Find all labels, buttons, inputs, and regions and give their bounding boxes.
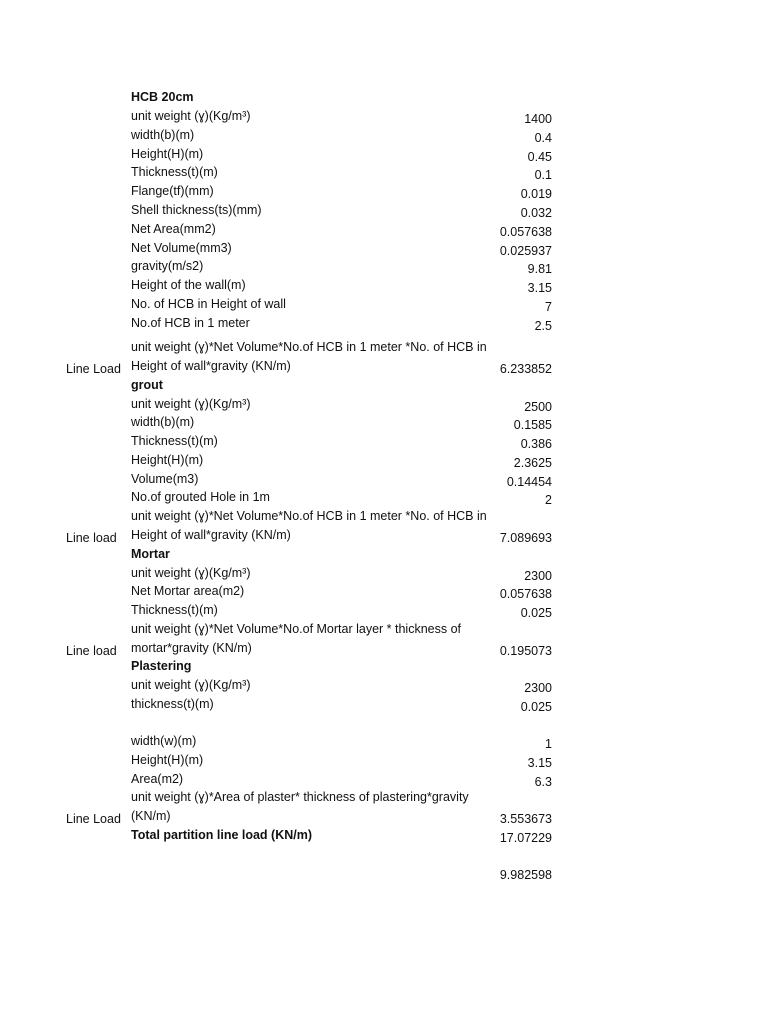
cell-value: 0.057638 — [499, 587, 552, 601]
cell-value: 0.14454 — [506, 475, 552, 489]
cell-value: 6.233852 — [499, 362, 552, 376]
cell-value: 0.025937 — [499, 244, 552, 258]
cell-description: No.of HCB in 1 meter — [131, 316, 250, 330]
cell-description: Thickness(t)(m) — [131, 603, 218, 617]
sheet-row — [0, 509, 768, 547]
cell-description: Total partition line load (KN/m) — [131, 828, 313, 842]
cell-description: unit weight (ɣ)(Kg/m³) — [131, 397, 251, 411]
cell-description: unit weight (ɣ)(Kg/m³) — [131, 109, 251, 123]
cell-value: 0.1585 — [513, 418, 552, 432]
cell-value: 3.15 — [527, 281, 552, 295]
cell-description: unit weight (ɣ)(Kg/m³) — [131, 566, 251, 580]
cell-description: unit weight (ɣ)*Net Volume*No.of Mortar layer * thickness of mortar*gravity (KN/m) — [131, 622, 462, 655]
cell-description: unit weight (ɣ)*Net Volume*No.of HCB in 1 meter *No. of HCB in Height of wall*gravity (KN/m) — [131, 340, 487, 373]
cell-description: width(b)(m) — [131, 128, 195, 142]
cell-value: 7.089693 — [499, 531, 552, 545]
cell-value: 1 — [545, 737, 552, 751]
cell-value: 2 — [545, 493, 552, 507]
cell-description: Height(H)(m) — [131, 147, 204, 161]
cell-value: 0.195073 — [499, 644, 552, 658]
cell-value: 17.07229 — [499, 831, 552, 845]
cell-value: 0.025 — [520, 606, 552, 620]
cell-value: 2300 — [524, 681, 552, 695]
cell-value: 2.5 — [534, 319, 552, 333]
cell-value: 0.032 — [520, 206, 552, 220]
cell-description: Mortar — [131, 547, 170, 561]
cell-description: width(b)(m) — [131, 415, 195, 429]
cell-value: 1400 — [524, 112, 552, 126]
cell-description: unit weight (ɣ)(Kg/m³) — [131, 678, 251, 692]
cell-value: 6.3 — [534, 775, 552, 789]
cell-description: No.of grouted Hole in 1m — [131, 490, 270, 504]
sheet-row — [0, 340, 768, 378]
cell-description: Thickness(t)(m) — [131, 165, 218, 179]
cell-description: Height of the wall(m) — [131, 278, 246, 292]
cell-value: 2500 — [524, 400, 552, 414]
sheet-row — [0, 828, 768, 847]
cell-value: 0.1 — [534, 168, 552, 182]
cell-value: 0.019 — [520, 187, 552, 201]
cell-description: No. of HCB in Height of wall — [131, 297, 286, 311]
cell-description: unit weight (ɣ)*Area of plaster* thickness of plastering*gravity (KN/m) — [131, 790, 469, 823]
cell-description: Net Mortar area(m2) — [131, 584, 245, 598]
cell-description: Area(m2) — [131, 772, 184, 786]
sheet-row — [0, 622, 768, 660]
cell-description: gravity(m/s2) — [131, 259, 204, 273]
sheet-row — [0, 697, 768, 716]
cell-value: 2.3625 — [513, 456, 552, 470]
cell-description: thickness(t)(m) — [131, 697, 214, 711]
sheet-row — [0, 316, 768, 335]
cell-description: Plastering — [131, 659, 192, 673]
cell-value: 0.386 — [520, 437, 552, 451]
cell-value: 0.4 — [534, 131, 552, 145]
cell-value: 2300 — [524, 569, 552, 583]
cell-description: Net Volume(mm3) — [131, 241, 232, 255]
sheet-row — [0, 865, 768, 884]
cell-description: unit weight (ɣ)*Net Volume*No.of HCB in 1 meter *No. of HCB in Height of wall*gravity (KN/m) — [131, 509, 487, 542]
cell-description: Height(H)(m) — [131, 753, 204, 767]
cell-description: Height(H)(m) — [131, 453, 204, 467]
cell-value: 9.81 — [527, 262, 552, 276]
cell-row-label: Line Load — [66, 362, 121, 376]
cell-description: HCB 20cm — [131, 90, 194, 104]
cell-value: 3.15 — [527, 756, 552, 770]
cell-row-label: Line Load — [66, 812, 121, 826]
cell-value: 9.982598 — [499, 868, 552, 882]
cell-description: Net Area(mm2) — [131, 222, 216, 236]
sheet-row — [0, 790, 768, 828]
cell-description: Thickness(t)(m) — [131, 434, 218, 448]
cell-value: 7 — [545, 300, 552, 314]
cell-description: Flange(tf)(mm) — [131, 184, 214, 198]
cell-value: 0.45 — [527, 150, 552, 164]
cell-description: grout — [131, 378, 163, 392]
cell-description: Volume(m3) — [131, 472, 199, 486]
cell-value: 0.057638 — [499, 225, 552, 239]
cell-description: Shell thickness(ts)(mm) — [131, 203, 262, 217]
cell-value: 0.025 — [520, 700, 552, 714]
cell-value: 3.553673 — [499, 812, 552, 826]
cell-row-label: Line load — [66, 531, 117, 545]
cell-row-label: Line load — [66, 644, 117, 658]
cell-description: width(w)(m) — [131, 734, 197, 748]
